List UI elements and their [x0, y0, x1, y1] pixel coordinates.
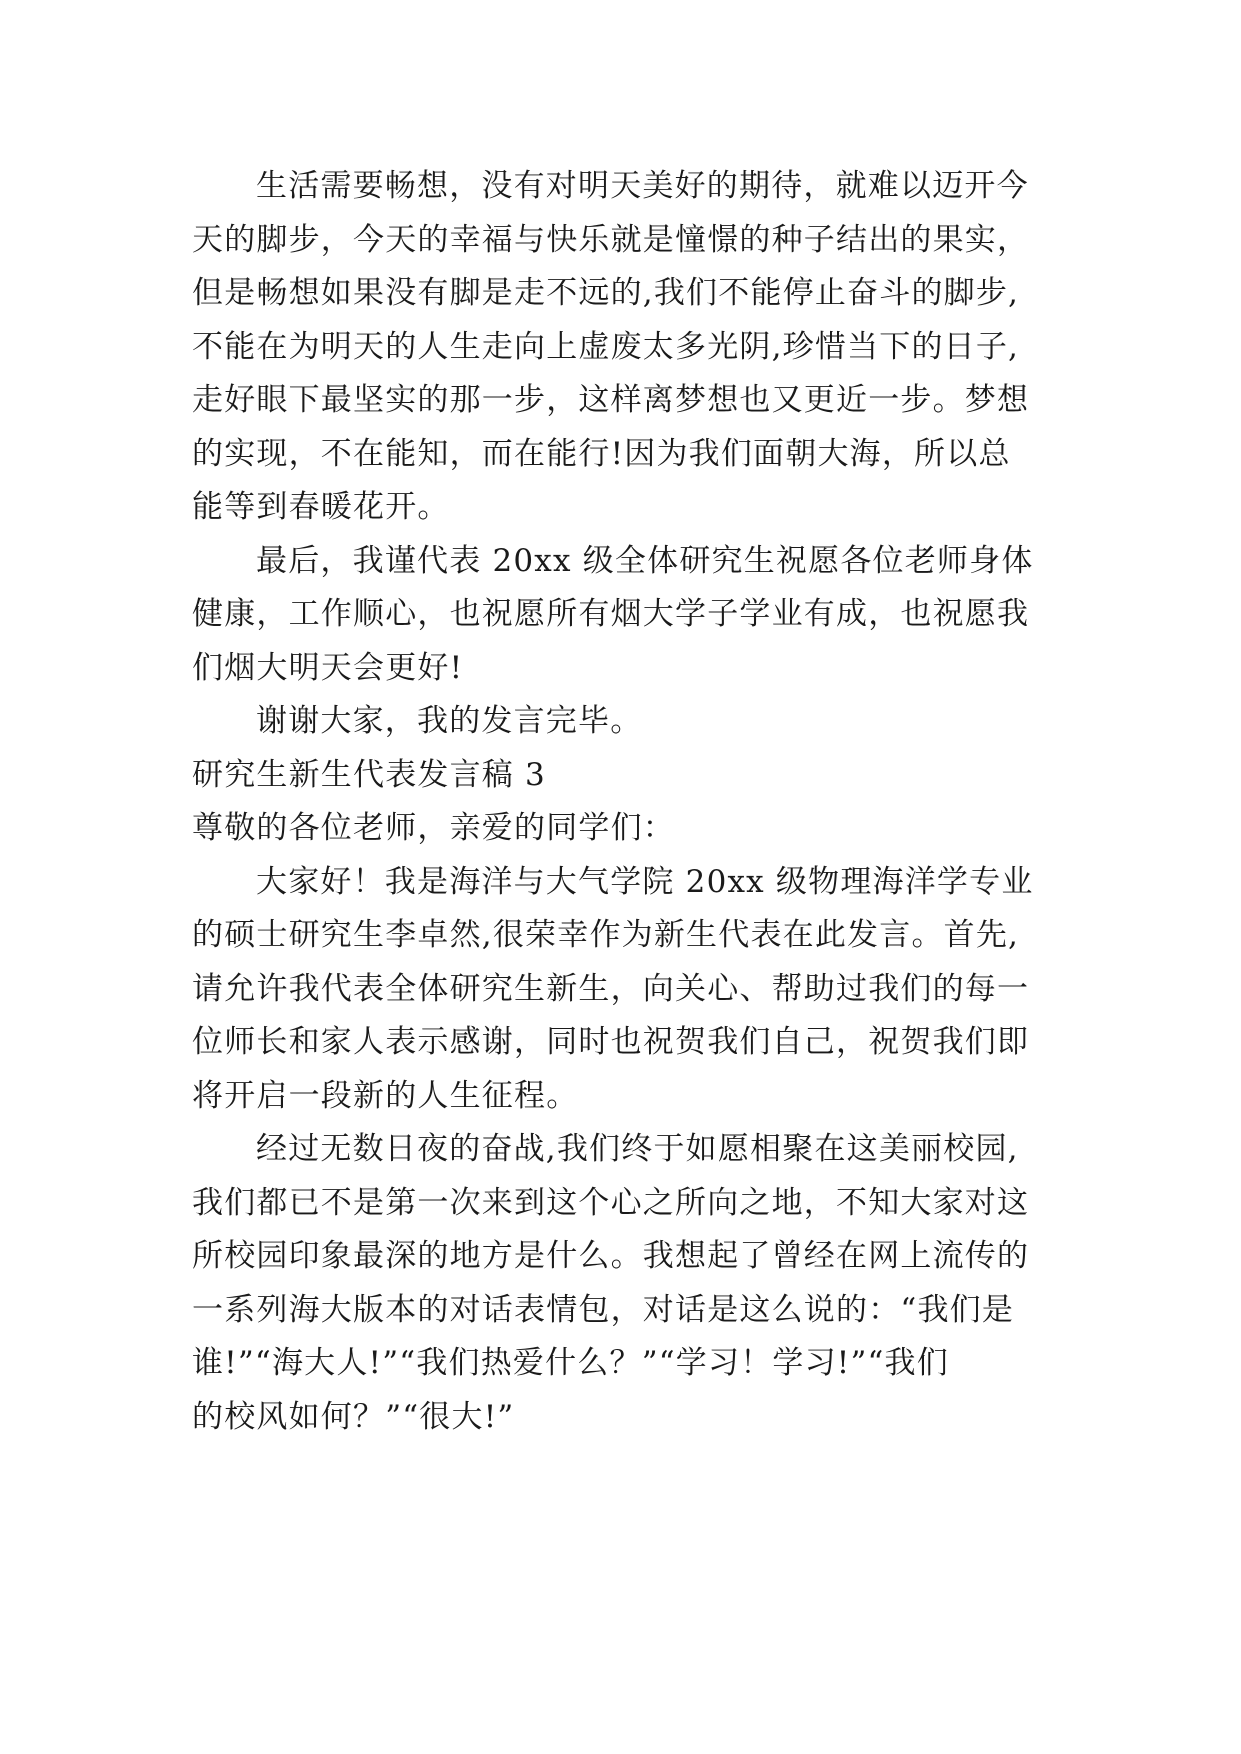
text-line: 所校园印象最深的地方是什么。我想起了曾经在网上流传的 — [192, 1238, 1030, 1274]
text-line: 将开启一段新的人生征程。 — [192, 1077, 579, 1114]
text-line: 的校风如何？”“很大!” — [192, 1398, 515, 1435]
text-line: 能等到春暖花开。 — [192, 489, 450, 525]
section-heading — [192, 749, 1092, 803]
text-line: 健康，工作顺心，也祝愿所有烟大学子学业有成，也祝愿我 — [192, 596, 1030, 632]
text-line: 的硕士研究生李卓然,很荣幸作为新生代表在此发言。首先, — [192, 917, 1020, 953]
text-line: 但是畅想如果没有脚是走不远的,我们不能停止奋斗的脚步, — [192, 275, 1020, 311]
text-line: 谢谢大家，我的发言完毕。 — [256, 703, 643, 739]
text-line: 大家好！我是海洋与大气学院 20xx 级物理海洋学专业 — [256, 863, 1034, 900]
text-line: 经过无数日夜的奋战,我们终于如愿相聚在这美丽校园, — [256, 1131, 1019, 1167]
paragraph-wishes — [192, 535, 1092, 696]
text-line: 不能在为明天的人生走向上虚废太多光阴,珍惜当下的日子, — [192, 328, 1020, 365]
paragraph-campus — [192, 1123, 1092, 1444]
heading-line: 研究生新生代表发言稿 3 — [192, 756, 546, 793]
text-line: 们烟大明天会更好! — [192, 649, 464, 686]
paragraph-thanks — [192, 695, 1092, 749]
text-line: 请允许我代表全体研究生新生，向关心、帮助过我们的每一 — [192, 970, 1030, 1007]
paragraph-introduction — [192, 856, 1092, 1124]
text-line: 天的脚步，今天的幸福与快乐就是憧憬的种子结出的果实， — [192, 221, 1030, 258]
text-line: 最后，我谨代表 20xx 级全体研究生祝愿各位老师身体 — [256, 542, 1034, 579]
text-line: 生活需要畅想，没有对明天美好的期待，就难以迈开今 — [256, 168, 1029, 204]
text-line: 我们都已不是第一次来到这个心之所向之地，不知大家对这 — [192, 1184, 1030, 1221]
document-body — [192, 160, 1092, 1444]
text-line: 谁!”“海大人!”“我们热爱什么？”“学习！学习!”“我们 — [192, 1345, 949, 1381]
salutation — [192, 802, 1092, 856]
text-line: 一系列海大版本的对话表情包，对话是这么说的：“我们是 — [192, 1291, 1015, 1328]
text-line: 位师长和家人表示感谢，同时也祝贺我们自己，祝贺我们即 — [192, 1024, 1030, 1060]
paragraph-dream — [192, 160, 1092, 535]
salutation-line: 尊敬的各位老师，亲爱的同学们： — [192, 810, 675, 846]
text-line: 走好眼下最坚实的那一步，这样离梦想也又更近一步。梦想 — [192, 382, 1030, 418]
text-line: 的实现，不在能知，而在能行!因为我们面朝大海，所以总 — [192, 435, 1011, 472]
